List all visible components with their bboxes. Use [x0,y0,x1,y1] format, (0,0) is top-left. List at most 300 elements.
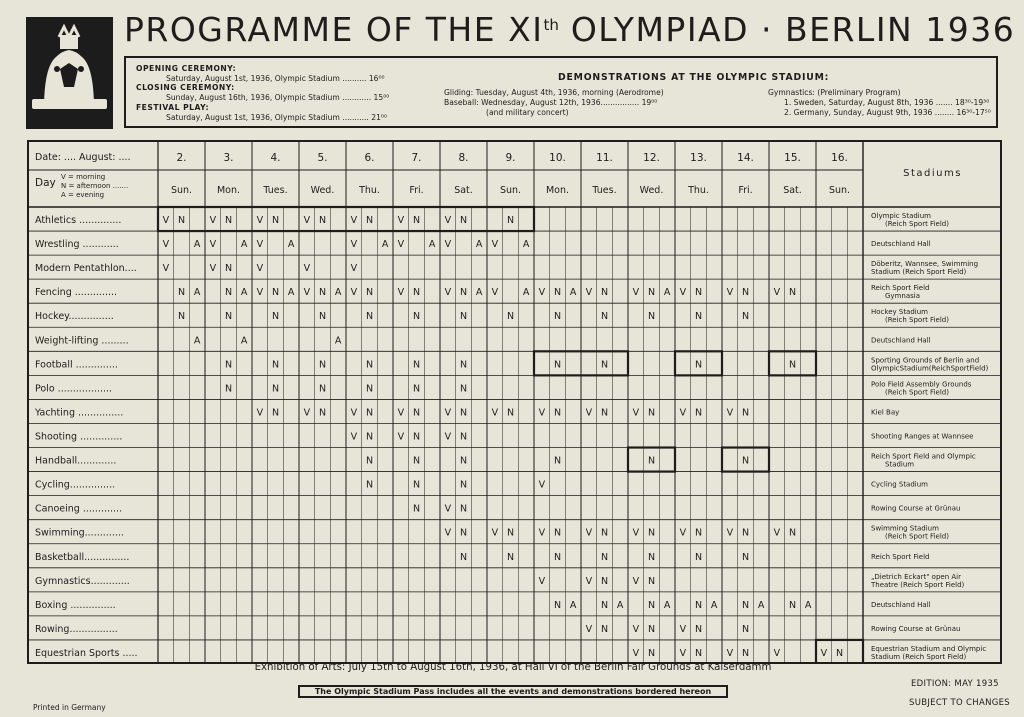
session-mark: N [741,527,750,539]
stadium-name: Rowing Course at Grünau [871,624,961,633]
session-mark: N [459,431,468,443]
session-mark: V [773,647,781,659]
session-mark: N [741,647,750,659]
session-mark: N [177,287,186,299]
day-cell: Thu. [688,185,709,196]
session-mark: N [694,623,703,635]
session-mark: N [694,287,703,299]
session-mark: N [412,407,421,419]
session-mark: N [647,527,656,539]
session-mark: V [726,647,734,659]
stadium-name: Cycling Stadium [871,480,928,489]
date-cell: 12. [643,152,660,164]
session-mark: N [600,311,609,323]
sport-label: Polo .................. [35,383,113,395]
session-mark: A [240,287,248,299]
session-mark: N [600,623,609,635]
session-mark: V [585,527,593,539]
stadiums-header: Stadiums [903,168,962,179]
session-mark: N [318,215,327,227]
session-mark: N [271,407,280,419]
gliding-line: Gliding: Tuesday, August 4th, 1936, morning (Aerodrome) [444,88,664,97]
session-mark: N [600,551,609,563]
session-mark: A [334,335,342,347]
session-mark: N [412,503,421,515]
session-mark: V [632,287,640,299]
olympic-bell-logo [26,17,113,129]
session-mark: N [177,311,186,323]
stadium-name: Reich Sport Field [871,284,930,293]
stadium-name: (Reich Sport Field) [885,388,949,397]
session-mark: N [177,215,186,227]
date-cell: 13. [690,152,707,164]
schedule-table [27,140,1002,664]
session-mark: A [663,287,671,299]
day-cell: Fri. [409,185,424,196]
stadium-name: (Reich Sport Field) [885,316,949,325]
session-mark: N [459,311,468,323]
ceremonies-list [136,64,389,122]
session-mark: N [647,311,656,323]
stadium-name: Kiel Bay [871,408,900,417]
session-mark: N [318,287,327,299]
session-mark: N [600,527,609,539]
session-mark: N [318,311,327,323]
date-label: Date: .... August: .... [35,152,131,163]
stadium-name: Swimming Stadium [871,524,939,533]
session-mark: A [522,287,530,299]
stadium-name: Stadium (Reich Sport Field) [871,652,967,661]
session-mark: N [224,287,233,299]
sport-label: Fencing .............. [35,287,118,299]
session-mark: N [224,215,233,227]
session-mark: N [647,407,656,419]
session-mark: N [553,311,562,323]
session-mark: N [647,551,656,563]
closing-ceremony-line: Sunday, August 16th, 1936, Olympic Stadium ............ 15⁰⁰ [166,93,390,103]
date-cell: 6. [364,152,375,164]
session-mark: A [475,239,483,251]
gymnastics-line: Gymnastics: (Preliminary Program) [768,88,901,97]
session-mark: N [741,599,750,611]
session-mark: A [663,599,671,611]
day-cell: Sat. [783,185,802,196]
session-mark: N [271,287,280,299]
stadium-name: (Reich Sport Field) [885,220,949,229]
session-mark: N [553,287,562,299]
session-mark: V [350,407,358,419]
table-border [28,141,1001,663]
session-mark: N [506,407,515,419]
sport-label: Hockey............... [35,311,114,323]
session-mark: N [741,407,750,419]
session-mark: N [835,647,844,659]
sport-label: Athletics .............. [35,215,122,227]
sport-label: Gymnastics............. [35,575,130,587]
session-mark: V [444,407,452,419]
sport-label: Handball............. [35,455,117,467]
session-mark: V [491,527,499,539]
session-mark: N [459,527,468,539]
day-cell: Thu. [359,185,380,196]
stadium-name: (Reich Sport Field) [885,532,949,541]
session-mark: N [459,407,468,419]
session-mark: N [647,287,656,299]
date-cell: 11. [596,152,613,164]
session-mark: N [553,551,562,563]
stadium-name: Stadium [885,460,915,469]
session-mark: V [209,215,217,227]
session-mark: N [694,647,703,659]
session-mark: V [209,263,217,275]
stadium-name: Stadium (Reich Sport Field) [871,268,967,277]
session-mark: N [271,359,280,371]
sport-label: Cycling............... [35,479,116,491]
session-mark: N [694,527,703,539]
session-mark: N [365,407,374,419]
session-mark: N [506,215,515,227]
sport-label: Basketball............... [35,551,130,563]
session-mark: N [788,287,797,299]
stadium-name: OlympicStadium(ReichSportField) [871,364,989,373]
date-cell: 14. [737,152,754,164]
opening-ceremony-line: Saturday, August 1st, 1936, Olympic Stadium .......... 16⁰⁰ [166,73,385,83]
date-cell: 10. [549,152,566,164]
session-mark: N [788,359,797,371]
session-mark: N [506,311,515,323]
session-mark: V [726,287,734,299]
session-mark: N [553,407,562,419]
opening-ceremony-label: OPENING CEREMONY: [136,64,237,73]
session-mark: N [506,527,515,539]
session-mark: N [741,623,750,635]
session-mark: V [444,239,452,251]
session-mark: A [193,335,201,347]
session-mark: N [365,431,374,443]
session-mark: N [224,383,233,395]
stadium-name: Olympic Stadium [871,212,931,221]
session-mark: A [193,239,201,251]
page-title: PROGRAMME OF THE XIth OLYMPIAD · BERLIN 1936 [124,10,1016,49]
session-mark: N [365,383,374,395]
session-mark: N [224,263,233,275]
session-mark: N [459,455,468,467]
session-mark: V [585,407,593,419]
session-mark: V [632,623,640,635]
day-cell: Tues. [263,185,288,196]
session-mark: N [412,383,421,395]
edition-label: EDITION: MAY 1935 [911,679,999,689]
session-mark: N [506,551,515,563]
day-cell: Sun. [170,185,193,196]
baseball-note: (and military concert) [486,107,569,117]
sport-label: Boxing ............... [35,599,116,611]
stadium-pass-note: The Olympic Stadium Pass includes all the events and demonstrations bordered hereon [298,685,728,698]
session-mark: V [303,407,311,419]
session-mark: V [444,215,452,227]
session-mark: V [256,263,264,275]
session-mark: V [773,527,781,539]
session-mark: V [538,479,546,491]
stadium-name: Deutschland Hall [871,336,931,345]
session-mark: A [240,239,248,251]
session-mark: N [365,215,374,227]
stadium-name: Polo Field Assembly Grounds [871,380,972,389]
session-mark: N [647,647,656,659]
session-mark: V [679,623,687,635]
session-mark: N [553,527,562,539]
session-mark: N [412,359,421,371]
session-mark: N [459,287,468,299]
session-mark: N [412,287,421,299]
day-cell: Mon. [216,185,241,196]
session-mark: N [459,551,468,563]
session-mark: N [647,575,656,587]
session-mark: V [162,215,170,227]
stadium-name: Sporting Grounds of Berlin and [871,356,980,365]
session-mark: N [459,359,468,371]
session-mark: V [632,647,640,659]
legend-afternoon: N = afternoon ....... [61,182,129,190]
day-cell: Mon. [545,185,570,196]
session-mark: N [647,623,656,635]
sport-label: Yachting ............... [35,407,124,419]
date-cell: 3. [223,152,234,164]
session-mark: N [741,455,750,467]
session-mark: N [365,287,374,299]
session-mark: V [444,431,452,443]
session-mark: A [193,287,201,299]
sport-label: Equestrian Sports ..... [35,647,138,659]
sport-label: Weight-lifting ......... [35,335,129,347]
legend-evening: A = evening [61,191,105,199]
session-mark: V [632,575,640,587]
demonstrations-right [768,88,991,117]
sport-label: Football .............. [35,359,118,371]
session-mark: N [365,359,374,371]
session-mark: V [397,215,405,227]
session-mark: N [741,287,750,299]
session-mark: A [616,599,624,611]
session-mark: N [271,383,280,395]
session-mark: N [224,359,233,371]
session-mark: V [679,647,687,659]
session-mark: N [459,503,468,515]
session-mark: V [444,527,452,539]
session-mark: V [350,263,358,275]
session-mark: N [365,311,374,323]
date-cell: 15. [784,152,801,164]
session-mark: N [553,455,562,467]
session-mark: V [491,239,499,251]
stadium-name: „Dietrich Eckart" open Air [871,572,961,581]
session-mark: A [757,599,765,611]
demonstrations-left [444,88,664,117]
session-mark: N [647,599,656,611]
demonstrations-title: DEMONSTRATIONS AT THE OLYMPIC STADIUM: [558,72,830,83]
stadium-name: Döberitz, Wannsee, Swimming [871,260,979,269]
session-mark: A [287,239,295,251]
festival-play-label: FESTIVAL PLAY: [136,102,209,112]
session-mark: V [726,407,734,419]
session-mark: V [538,527,546,539]
date-cell: 4. [270,152,281,164]
printed-in-label: Printed in Germany [33,703,106,712]
session-mark: A [287,287,295,299]
session-mark: N [318,383,327,395]
festival-play-line: Saturday, August 1st, 1936, Olympic Stadium ........... 21⁰⁰ [166,112,388,122]
session-mark: A [428,239,436,251]
sport-label: Swimming............. [35,527,124,539]
session-mark: A [240,335,248,347]
session-mark: N [788,599,797,611]
session-mark: N [647,455,656,467]
session-mark: N [318,407,327,419]
session-mark: N [412,311,421,323]
session-mark: N [553,599,562,611]
session-mark: N [600,599,609,611]
stadium-name: Shooting Ranges at Wannsee [871,432,974,441]
session-mark: A [569,599,577,611]
session-mark: V [585,575,593,587]
session-mark: V [303,287,311,299]
session-mark: A [710,599,718,611]
session-mark: N [365,455,374,467]
session-mark: N [412,431,421,443]
session-mark: N [694,599,703,611]
session-mark: V [256,215,264,227]
baseball-line: Baseball: Wednesday, August 12th, 1936................ 19⁰⁰ [444,97,658,107]
date-cell: 16. [831,152,848,164]
date-cell: 7. [411,152,422,164]
session-mark: N [741,551,750,563]
session-mark: V [350,239,358,251]
session-mark: V [444,503,452,515]
sport-label: Rowing................ [35,623,118,635]
session-mark: V [538,575,546,587]
exhibition-note: Exhibition of Arts: July 15th to August 16th, 1936, at Hall VI of the Berlin Fair Grounds at Kaiserdamm [254,662,772,673]
session-mark: V [256,407,264,419]
session-mark: V [162,239,170,251]
session-mark: V [162,263,170,275]
session-mark: V [256,239,264,251]
sport-label: Shooting .............. [35,431,123,443]
legend-morning: V = morning [61,173,106,181]
session-mark: V [397,287,405,299]
session-mark: V [773,287,781,299]
session-mark: V [820,647,828,659]
session-mark: V [350,215,358,227]
day-cell: Sun. [828,185,851,196]
session-mark: V [585,623,593,635]
stadium-name: Deutschland Hall [871,600,931,609]
session-mark: N [271,215,280,227]
session-mark: N [600,287,609,299]
session-mark: N [600,575,609,587]
session-mark: V [444,287,452,299]
session-mark: N [741,311,750,323]
session-mark: V [350,431,358,443]
session-mark: V [397,407,405,419]
session-mark: V [632,407,640,419]
date-cell: 5. [317,152,328,164]
session-mark: N [412,479,421,491]
session-mark: N [412,215,421,227]
sport-label: Wrestling ............ [35,239,119,251]
session-mark: N [271,311,280,323]
session-mark: N [459,479,468,491]
session-mark: V [209,239,217,251]
stadium-name: Hockey Stadium [871,308,928,317]
date-cell: 8. [458,152,469,164]
day-cell: Wed. [639,185,664,196]
day-cell: Sun. [499,185,522,196]
date-cell: 9. [505,152,516,164]
stadium-name: Rowing Course at Grünau [871,504,961,513]
session-mark: A [381,239,389,251]
day-label: Day [35,177,56,189]
date-cell: 2. [176,152,187,164]
session-mark: V [397,431,405,443]
session-mark: A [569,287,577,299]
session-mark: V [679,407,687,419]
session-mark: N [694,551,703,563]
session-mark: A [475,287,483,299]
session-mark: N [412,455,421,467]
subject-to-changes-label: SUBJECT TO CHANGES [909,698,1010,708]
events-info-box [124,56,998,128]
session-mark: V [679,527,687,539]
closing-ceremony-label: CLOSING CEREMONY: [136,83,235,93]
session-mark: V [256,287,264,299]
sport-label: Modern Pentathlon.... [35,263,137,275]
germany-line: 2. Germany, Sunday, August 9th, 1936 ........ 16³⁰-17⁵⁰ [784,107,991,117]
session-mark: V [585,287,593,299]
stadium-name: Gymnasia [885,292,920,301]
session-mark: V [350,287,358,299]
session-mark: N [600,359,609,371]
stadium-name: Reich Sport Field and Olympic [871,452,976,461]
session-mark: V [397,239,405,251]
session-mark: N [694,407,703,419]
stadium-name: Reich Sport Field [871,552,930,561]
session-mark: A [334,287,342,299]
session-mark: N [694,311,703,323]
session-mark: N [224,311,233,323]
session-mark: N [318,359,327,371]
session-mark: V [726,527,734,539]
stadium-name: Deutschland Hall [871,240,931,249]
day-cell: Sat. [454,185,473,196]
stadium-name: Theatre (Reich Sport Field) [871,580,965,589]
session-mark: V [303,263,311,275]
session-mark: N [694,359,703,371]
session-mark: N [459,215,468,227]
session-mark: N [459,383,468,395]
sweden-line: 1. Sweden, Saturday, August 8th, 1936 ....... 18³⁰-19³⁰ [784,97,990,107]
session-mark: V [303,215,311,227]
session-mark: V [679,287,687,299]
session-mark: A [804,599,812,611]
session-mark: V [491,287,499,299]
session-mark: V [632,527,640,539]
day-cell: Wed. [310,185,335,196]
session-mark: V [491,407,499,419]
day-cell: Fri. [738,185,753,196]
session-mark: A [522,239,530,251]
session-mark: N [600,407,609,419]
session-mark: N [788,527,797,539]
